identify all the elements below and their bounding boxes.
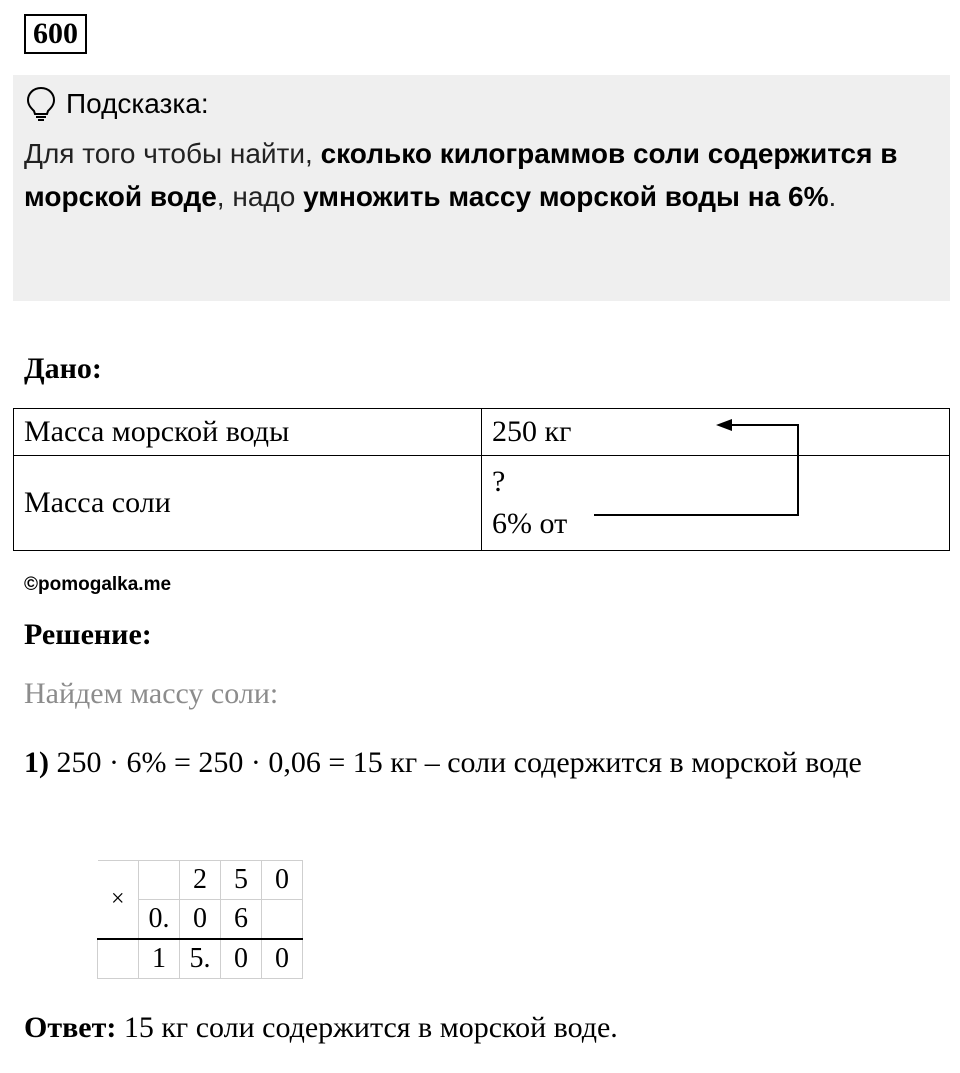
answer-text: 15 кг соли содержится в морской воде.	[116, 1011, 618, 1044]
grid-cell: 1	[139, 939, 180, 979]
given-table	[13, 408, 950, 551]
solution-heading: Решение:	[24, 618, 152, 651]
given-value	[482, 456, 950, 551]
grid-cell: 5.	[180, 939, 221, 979]
table-row	[14, 409, 950, 456]
hint-text-part: , надо	[216, 181, 304, 212]
given-value-line: ?	[492, 465, 506, 499]
given-value-line: 250 кг	[492, 415, 572, 449]
grid-cell: 2	[180, 861, 221, 900]
times-sign: ×	[98, 861, 139, 940]
grid-cell: 6	[221, 900, 262, 940]
hint-title	[26, 86, 209, 122]
multiplication-grid	[97, 860, 303, 979]
solution-step	[24, 732, 944, 794]
grid-cell: 0	[221, 939, 262, 979]
given-label: Масса соли	[14, 456, 482, 551]
given-value-line: 6% от	[492, 507, 568, 541]
table-row	[98, 861, 303, 900]
hint-text-part: сколько килограммов соли содержится в морской воде	[24, 138, 898, 212]
given-heading: Дано:	[24, 352, 102, 385]
grid-cell	[262, 900, 303, 940]
step-text: 250 · 6% = 250 · 0,06 = 15 кг – соли содержится в морской воде	[49, 746, 862, 779]
hint-title-text: Подсказка:	[66, 88, 209, 119]
grid-cell	[139, 861, 180, 900]
problem-number: 600	[24, 14, 87, 54]
grid-cell: 0.	[139, 900, 180, 940]
find-text: Найдем массу соли:	[24, 677, 279, 710]
grid-cell	[98, 939, 139, 979]
answer-label: Ответ:	[24, 1011, 117, 1044]
grid-cell: 0	[262, 939, 303, 979]
table-row	[14, 456, 950, 551]
hint-text-part: .	[828, 181, 837, 212]
watermark: ©pomogalka.me	[24, 574, 172, 595]
given-label: Масса морской воды	[14, 409, 482, 456]
lightbulb-icon	[26, 86, 56, 122]
grid-cell: 5	[221, 861, 262, 900]
hint-text	[24, 132, 934, 218]
grid-cell: 0	[180, 900, 221, 940]
hint-text-part: умножить массу морской воды на 6%	[303, 181, 829, 212]
table-row	[98, 939, 303, 979]
given-value	[482, 409, 950, 456]
grid-cell: 0	[262, 861, 303, 900]
answer	[24, 1011, 618, 1045]
step-number: 1)	[24, 746, 49, 779]
hint-text-part: Для того чтобы найти,	[24, 138, 321, 169]
